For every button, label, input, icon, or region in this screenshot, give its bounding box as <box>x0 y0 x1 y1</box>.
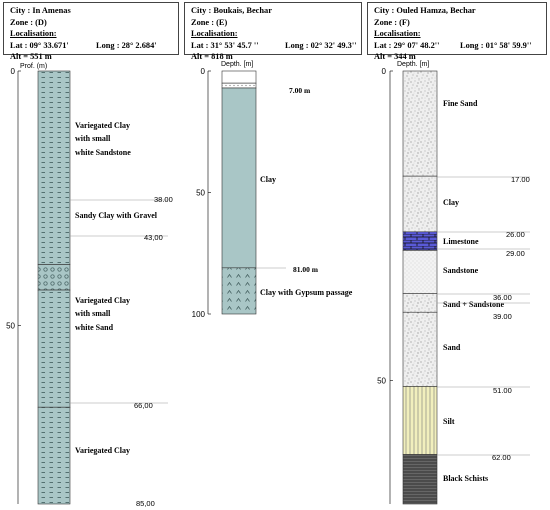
zone-label: Zone : (F) <box>374 17 410 27</box>
layer-dash <box>38 71 70 265</box>
axis-tick-label: 50 <box>377 376 386 386</box>
alt-value: Alt = 344 m <box>374 52 416 61</box>
depth-axis-label: Depth. [m] <box>397 61 430 68</box>
layer-label: Sandy Clay with Gravel <box>75 211 158 220</box>
layer-silt <box>403 386 437 454</box>
axis-tick-label: 0 <box>381 67 386 76</box>
lat-value: Lat : 29° 07' 48.2'' <box>374 40 440 50</box>
layer-label: with small <box>75 134 111 143</box>
long-value: Long : 01° 58' 59.9'' <box>460 40 532 50</box>
depth-marker-label: 36.00 <box>493 293 512 302</box>
layer-blank <box>222 71 256 83</box>
layer-label: Black Schists <box>443 474 489 483</box>
layer-label: Variegated Clay <box>75 446 131 455</box>
layer-label: white Sand <box>75 323 114 332</box>
layer-dots <box>222 83 256 88</box>
layer-label: Variegated Clay <box>75 121 131 130</box>
layer-label: Fine Sand <box>443 99 478 108</box>
localisation-label: Localisation: <box>191 29 238 38</box>
layer-label: Silt <box>443 417 455 426</box>
depth-axis-label: Prof. (m) <box>20 63 48 70</box>
depth-axis-label: Depth. [m] <box>221 61 254 68</box>
layer-speckle <box>403 71 437 176</box>
zone-label: Zone : (D) <box>10 17 47 27</box>
city-label: City : Boukais, Bechar <box>191 6 272 15</box>
lat-value: Lat : 31° 53' 45.7 '' <box>191 40 259 50</box>
localisation-label: Localisation: <box>374 29 421 38</box>
axis-tick-label: 50 <box>6 321 15 331</box>
depth-marker-label: 26.00 <box>506 230 525 239</box>
layer-speckle <box>403 294 437 313</box>
layer-label: white Sandstone <box>75 148 131 157</box>
axis-tick-label: 100 <box>191 310 205 319</box>
axis-tick-label: 50 <box>196 188 205 198</box>
depth-marker-label: 62.00 <box>492 453 511 462</box>
layer-label: Limestone <box>443 237 479 246</box>
layer-hlines <box>403 455 437 504</box>
alt-value: Alt = 818 m <box>191 52 233 61</box>
layer-speckle <box>403 176 437 232</box>
lat-value: Lat : 09° 33.671' <box>10 40 69 50</box>
layer-label: with small <box>75 309 111 318</box>
layer-label: Clay <box>443 198 459 207</box>
layer-caret <box>222 268 256 314</box>
layer-dash <box>38 290 70 407</box>
axis-tick-label: 0 <box>10 67 15 76</box>
depth-marker-label: 81.00 m <box>293 265 318 274</box>
layer-label: Sandstone <box>443 266 479 275</box>
axis-tick-label: 0 <box>200 67 205 76</box>
layer-speckle <box>403 312 437 386</box>
depth-marker-label: 51.00 <box>493 386 512 395</box>
depth-marker-label: 85,00 <box>136 499 155 508</box>
layer-fine-dots <box>403 250 437 293</box>
depth-marker-label: 66,00 <box>134 401 153 410</box>
layer-circle <box>38 265 70 290</box>
depth-marker-label: 29.00 <box>506 249 525 258</box>
layer-dash <box>38 407 70 504</box>
city-label: City : In Amenas <box>10 6 71 15</box>
borehole-log-1 <box>6 63 173 508</box>
layer-brick <box>403 232 437 251</box>
layer-label: Clay <box>260 175 276 184</box>
depth-marker-label: 7.00 m <box>289 86 311 95</box>
long-value: Long : 02° 32' 49.3'' <box>285 40 357 50</box>
long-value: Long : 28° 2.684' <box>96 40 157 50</box>
city-label: City : Ouled Hamza, Bechar <box>374 6 476 15</box>
alt-value: Alt = 551 m <box>10 52 52 61</box>
layer-label: Variegated Clay <box>75 296 131 305</box>
layer-blank-teal <box>222 88 256 268</box>
borehole-log-2 <box>192 61 353 319</box>
layer-label: Sand + Sandstone <box>443 300 505 309</box>
localisation-label: Localisation: <box>10 29 57 38</box>
depth-marker-label: 39.00 <box>493 312 512 321</box>
depth-marker-label: 17.00 <box>511 175 530 184</box>
depth-marker-label: 43,00 <box>144 233 163 242</box>
zone-label: Zone : (E) <box>191 17 228 27</box>
depth-marker-label: 38.00 <box>154 195 173 204</box>
borehole-log-3 <box>377 61 530 504</box>
layer-label: Clay with Gypsum passage <box>260 288 353 297</box>
layer-label: Sand <box>443 343 461 352</box>
